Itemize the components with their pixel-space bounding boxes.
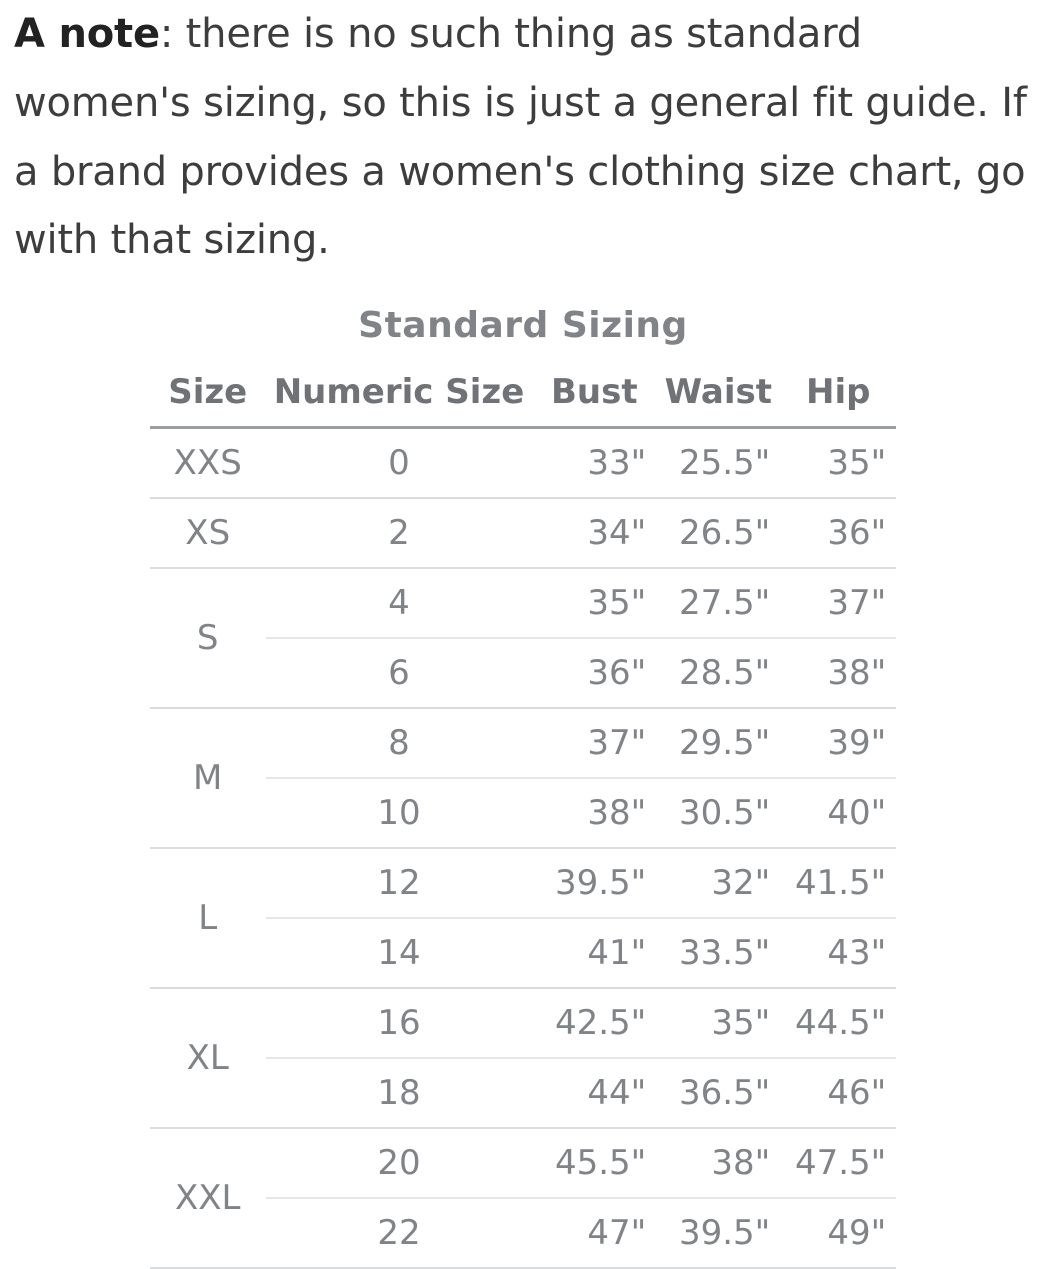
cell-hip: 35" <box>780 428 896 499</box>
cell-numeric-size: 4 <box>266 568 533 638</box>
intro-note <box>8 0 1038 275</box>
cell-waist: 35" <box>656 988 780 1058</box>
cell-hip: 39" <box>780 708 896 778</box>
cell-size: XXS <box>150 428 266 499</box>
table-header-row <box>150 368 897 428</box>
cell-bust: 47" <box>532 1198 656 1268</box>
cell-hip: 49" <box>780 1198 896 1268</box>
table-row <box>150 428 897 499</box>
cell-numeric-size: 0 <box>266 428 533 499</box>
cell-bust: 37" <box>532 708 656 778</box>
cell-size: L <box>150 848 266 988</box>
cell-numeric-size: 20 <box>266 1128 533 1198</box>
intro-note-body: : there is no such thing as standard women's sizing, so this is just a general fit guide. If a brand provides a women's clothing size chart, go with that sizing. <box>14 11 1027 264</box>
intro-note-lead: A note <box>14 11 160 57</box>
cell-waist: 30.5" <box>656 778 780 848</box>
cell-waist: 26.5" <box>656 498 780 568</box>
column-header-hip: Hip <box>806 372 871 413</box>
column-header-numeric-size: Numeric Size <box>273 372 525 413</box>
cell-size: XS <box>150 498 266 568</box>
cell-bust: 36" <box>532 638 656 708</box>
cell-bust: 38" <box>532 778 656 848</box>
cell-hip: 37" <box>780 568 896 638</box>
cell-size: M <box>150 708 266 848</box>
cell-waist: 27.5" <box>656 568 780 638</box>
cell-waist: 36.5" <box>656 1058 780 1128</box>
table-row <box>150 1128 897 1198</box>
table-row <box>150 498 897 568</box>
cell-hip: 41.5" <box>780 848 896 918</box>
size-chart-title: Standard Sizing <box>358 305 688 347</box>
column-header-waist: Waist <box>664 372 772 413</box>
cell-bust: 42.5" <box>532 988 656 1058</box>
table-row <box>150 848 897 918</box>
cell-waist: 25.5" <box>656 428 780 499</box>
size-chart-head <box>150 368 897 428</box>
cell-hip: 38" <box>780 638 896 708</box>
cell-numeric-size: 10 <box>266 778 533 848</box>
cell-bust: 33" <box>532 428 656 499</box>
column-header-bust: Bust <box>550 372 638 413</box>
cell-waist: 28.5" <box>656 638 780 708</box>
cell-bust: 45.5" <box>532 1128 656 1198</box>
cell-size: XL <box>150 988 266 1128</box>
cell-numeric-size: 18 <box>266 1058 533 1128</box>
cell-size: S <box>150 568 266 708</box>
cell-numeric-size: 16 <box>266 988 533 1058</box>
size-chart-table <box>150 305 897 1269</box>
cell-waist: 39.5" <box>656 1198 780 1268</box>
cell-bust: 35" <box>532 568 656 638</box>
cell-bust: 34" <box>532 498 656 568</box>
cell-numeric-size: 14 <box>266 918 533 988</box>
cell-bust: 39.5" <box>532 848 656 918</box>
cell-bust: 44" <box>532 1058 656 1128</box>
cell-hip: 46" <box>780 1058 896 1128</box>
cell-bust: 41" <box>532 918 656 988</box>
cell-waist: 32" <box>656 848 780 918</box>
table-row <box>150 708 897 778</box>
cell-hip: 43" <box>780 918 896 988</box>
cell-numeric-size: 12 <box>266 848 533 918</box>
cell-hip: 40" <box>780 778 896 848</box>
cell-hip: 44.5" <box>780 988 896 1058</box>
cell-numeric-size: 8 <box>266 708 533 778</box>
column-header-size: Size <box>168 372 248 413</box>
cell-numeric-size: 6 <box>266 638 533 708</box>
cell-hip: 36" <box>780 498 896 568</box>
cell-hip: 47.5" <box>780 1128 896 1198</box>
cell-waist: 38" <box>656 1128 780 1198</box>
cell-numeric-size: 22 <box>266 1198 533 1268</box>
table-row <box>150 988 897 1058</box>
size-chart-body <box>150 428 897 1269</box>
cell-waist: 29.5" <box>656 708 780 778</box>
table-row <box>150 568 897 638</box>
cell-waist: 33.5" <box>656 918 780 988</box>
cell-numeric-size: 2 <box>266 498 533 568</box>
cell-size: XXL <box>150 1128 266 1268</box>
size-chart-wrapper <box>8 305 1038 1269</box>
